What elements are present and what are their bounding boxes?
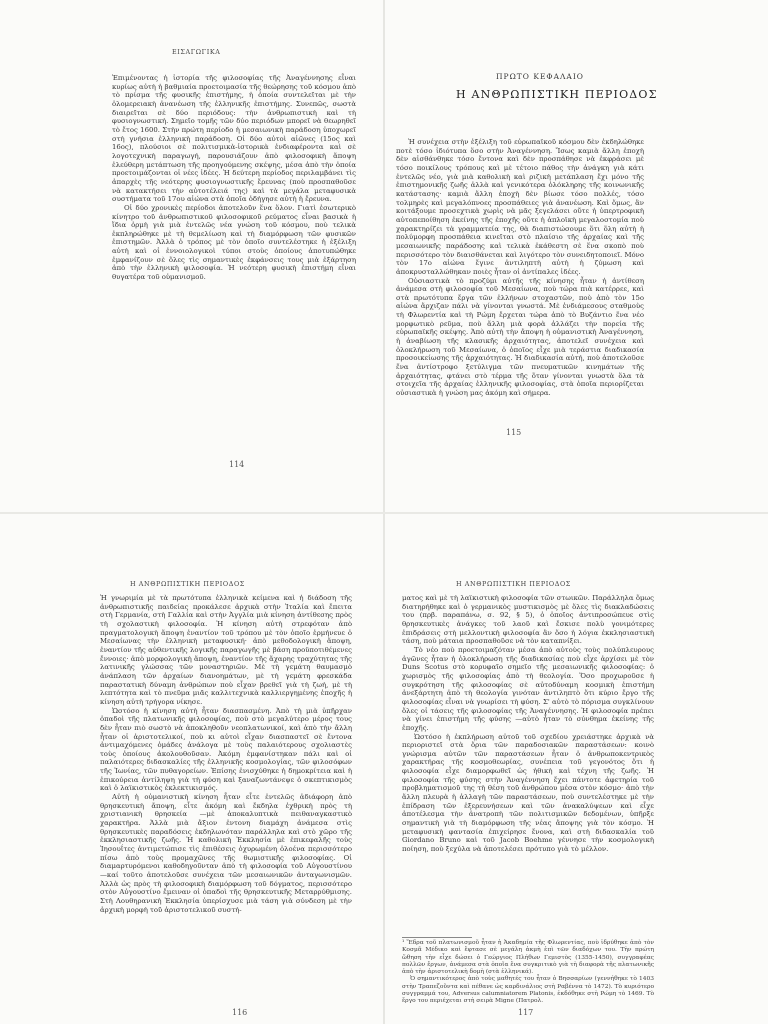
page-116 bbox=[0, 512, 384, 1024]
running-head: Η ΑΝΘΡΩΠΙΣΤΙΚΗ ΠΕΡΙΟΔΟΣ bbox=[130, 580, 245, 588]
chapter-label: ΠΡΩΤΟ ΚΕΦΑΛΑΙΟ bbox=[496, 72, 584, 81]
page-body bbox=[396, 138, 644, 442]
page-number: 115 bbox=[506, 428, 522, 437]
scan-separator bbox=[0, 512, 768, 514]
footnote-rule bbox=[402, 937, 472, 938]
page-body bbox=[402, 594, 654, 932]
page-body bbox=[112, 74, 356, 374]
paragraph: Οὐσιαστικὰ τὸ προζύμι αὐτῆς τῆς κίνησης ἦταν ἡ ἀντίθεση ἀνάμεσα στὴ φιλοσοφία τοῦ Μεσαίωνα, ποὺ τώρα πιὰ κατέρρεε, καὶ στὰ πρωτότυπα ἔργα τῶν ἑλλήνων στοχαστῶν, ποὺ ἀπὸ τὸν 15ο αἰώνα ἄρχιζαν πάλι νὰ γίνονται γνωστά. Μὲ ἐνδιάμεσους σταθμοὺς τὴ Φλωρεντία καὶ τὴ Ρώμη ἔρχεται τώρα ἀπὸ τὸ Βυζάντιο ἕνα νέο μορφωτικὸ ρεῦμα, ποὺ ἄλλη μιὰ φορὰ ἀλλάζει τὴν πορεία τῆς εὐρωπαϊκῆς σκέψης. Ἀπὸ αὐτὴ τὴν ἄποψη ἡ οὑμανιστικὴ Ἀναγέννηση, ἡ ἀναβίωση τῆς κλασικῆς ἀρχαιότητας, ἀποτελεῖ συνέχεια καὶ ὁλοκλήρωση τοῦ Μεσαίωνα, ὁ ὁποῖος εἶχε μιὰ τεράστια διαδικασία προσοικείωσης τῆς ἀρχαιότητας. Ἡ διαδικασία αὐτή, ποὺ ἀποτελοῦσε ἕνα ἀντίστροφο ξετύλιγμα τῶν πνευματικῶν κινημάτων τῆς ἀρχαιότητας, φτάνει στὸ τέρμα τῆς ὅταν γίνονται γνωστὰ ὅλα τὰ στοιχεῖα τῆς ἀρχαίας ἑλληνικῆς φιλοσοφίας, στὰ ὁποῖα περιορίζεται οὐσιαστικὰ ἡ γνώση μας ἀκόμη καὶ σήμερα. bbox=[396, 276, 644, 398]
page-117 bbox=[384, 512, 768, 1024]
footnotes bbox=[402, 940, 654, 1005]
page-number: 117 bbox=[518, 1008, 534, 1017]
page-number: 116 bbox=[232, 1008, 248, 1017]
running-head: ΕΙΣΑΓΩΓΙΚΑ bbox=[172, 48, 221, 56]
paragraph: Ἡ συνέχεια στὴν ἐξέλιξη τοῦ εὐρωπαϊκοῦ κόσμου δὲν ἐκδηλώθηκε ποτὲ τόσο ἰδιότυπα ὅσο στὴν Ἀναγέννηση. Ἴσως καμιὰ ἄλλη ἐποχὴ δὲν αἰσθάνθηκε τόσο ἔντονα καὶ δὲν προσπάθησε νὰ ἐκφράσει μὲ τόσο ποικίλους τρόπους καὶ μὲ τέτοιο πάθος τὴν ἀνάγκη γιὰ κάτι ἐντελῶς νέο, γιὰ μιὰ καθολικὴ καὶ ριζικὴ μετάπλαση ἔχι μόνο τῆς ἐπιστημονικῆς ζωῆς ἀλλὰ καὶ γενικότερα ὁλόκληρης τῆς κοινωνικῆς κατάστασης· καμιὰ ἄλλη ἐποχὴ δὲν βίωσε τόσο πολλές, τόσο τολμηρὲς καὶ μεγαλόπνοες προσπάθειες γιὰ ἀνανέωση. Καὶ ὅμως, ἂν κοιτάξουμε προσεχτικὰ χωρὶς νὰ μᾶς ξεγελάσει οὔτε ἡ ὑπερτροφικὴ αὐτοπεποίθηση ἐκείνης τῆς ἐποχῆς οὔτε ἡ ἀπλοϊκὴ μεγαλοστομία ποὺ χαρακτηρίζει τὰ γραμματεία της, θὰ διαπιστώσουμε ὅτι ὅλη αὐτὴ ἡ πολύμορφη προσπάθεια κινεῖται στὸ πλαίσιο τῆς ἀρχαίας καὶ τῆς μεσαιωνικῆς παράδοσης καὶ τελικὰ ἐκάθεστη σὲ ἕνα σκοπὸ ποὺ περισσότερο τὸν διαισθάνεται καὶ λιγότερο τὸν συνειδητοποιεῖ. Μόνο τὸν 17ο αἰώνα ἔγινε ἀντιληπτὴ αὐτὴ ἡ ζύμωση καὶ ἀποκρυσταλλώθηκαν ποιὲς ἦταν οἱ ἀντίπαλες ἰδέες. bbox=[396, 138, 644, 276]
page-body bbox=[100, 594, 352, 1004]
footnote: ¹ Ἕδρα τοῦ πλατωνισμοῦ ἦταν ἡ Ἀκαδημία τῆς Φλωρεντίας, ποὺ ἱδρύθηκε ἀπὸ τὸν Κοσμᾶ Μέδικο καὶ ἔφτασε σὲ μεγάλη ἀκμὴ ἐπὶ τῶν διαδόχων του. Τὴν πρώτη ὤθηση τὴν εἶχε δώσει ὁ Γεώργιος Πλήθων Γεμιστὸς (1355-1450), συγγραφέας πολλῶν ἔργων, ἀνάμεσα στὰ ὁποῖα ἕνα συγκριτικὸ γιὰ τὴ διαφορὰ τῆς πλατωνικῆς ἀπὸ τὴν ἀριστοτελικὴ δομὴ (στὰ ἑλληνικά). bbox=[402, 940, 654, 976]
paragraph: Ἡ γνωριμία μὲ τὰ πρωτότυπα ἑλληνικὰ κείμενα καὶ ἡ διάδοση τῆς ἀνθρωπιστικῆς παιδείας προκάλεσε ἀρχικὰ στὴν Ἰταλία καὶ ἔπειτα στὴ Γερμανία, στὴ Γαλλία καὶ στὴν Ἀγγλία μιὰ κίνηση ἀντίθεσης πρὸς τὴ σχολαστικὴ φιλοσοφία. Ἡ κίνηση αὐτὴ στρεφόταν ἀπὸ πραγματολογικὴ ἄποψη ἐναντίον τοῦ τρόπου μὲ τὸν ὁποῖο ἑρμήνευε ὁ Μεσαίωνας τὴν ἑλληνικὴ μεταφυσική· ἀπὸ μεθοδολογικὴ ἄποψη, ἐναντίον τῆς αὐθεντικῆς λογικῆς παραγωγῆς μὲ βάση προϋποτιθέμενες ἔννοιες· ἀπὸ μορφολογικὴ ἄποψη, ἐναντίον τῆς ἄχαρης τραχύτητας τῆς λατινικῆς γλώσσας τῶν μοναστηριῶν. Μὲ τὴ γεμάτη θαυμασμὸ ἀνάπλαση τῶν ἀρχαίων διανοημάτων, μὲ τὴ γεμάτη φρεσκάδα παραστατικὴ δύναμη ἀνθρώπων ποὺ εἶχαν βρεθεῖ γιὰ τὴ ζωή, μὲ τὴ λεπτότητα καὶ τὸ πνεῦμα μιᾶς καλλιτεχνικὰ καλλιεργημένης ἐποχῆς ἡ κίνηση αὐτὴ τρήγορα νίκησε. bbox=[100, 594, 352, 706]
paragraph: Ὡστόσο ἡ ἐκπλήρωση αὐτοῦ τοῦ σχεδίου χρειάστηκε ἀρχικὰ νὰ περιοριστεῖ στὰ ὅρια τῶν παραδοσιακῶν παραστάσεων: κοινὸ γνώρισμα αὐτῶν τῶν παραστάσεων ἦταν ὁ ἀνθρωποκεντρικὸς χαρακτήρας τῆς κοσμοθεωρίας, συνέπεια τοῦ γεγονότος ὅτι ἡ φιλοσοφία εἶχε διαμορφωθεῖ ὡς ἠθικὴ καὶ τέχνη τῆς ζωῆς. Ἡ φιλοσοφία τῆς φύσης στὴν Ἀναγέννηση ἔχει πάντοτε ἀφετηρία τοῦ προβληματισμοῦ της τὴ θέση τοῦ ἀνθρώπου μέσα στὸν κόσμο· ἀπὸ τὴν ἄλλη πλευρὰ ἡ ἀλλαγὴ τῶν παραστάσεων, ποὺ συντελέστηκε μὲ τὴν ἐπίδραση τῶν ἐξερευνήσεων καὶ τῶν ἀνακαλύψεων καὶ εἶχε ἀποτέλεσμα τὴν ἀνατροπὴ τῶν πολιτισμικῶν δεδομένων, ὑπῆρξε σημαντικὴ γιὰ τὴ διαμόρφωση τῆς νέας ἄποψης γιὰ τὸν κόσμο. Ἡ μεταφυσικὴ φαντασία ἐπιχείρησε ἔνονα, καὶ στὴ διδασκαλία τοῦ Giordano Bruno καὶ τοῦ Jacob Boehme γέννησε τὴν κοσμολογικὴ ποίηση, ποὺ ξεχύλα νὰ ἀποτελέσει πρότυπο γιὰ τὸ μέλλον. bbox=[402, 732, 654, 854]
paragraph: Ἐπιμένοντας ἡ ἱστορία τῆς φιλοσοφίας τῆς Ἀναγέννησης εἶναι κυρίως αὐτὴ ἡ βαθμιαία προετοιμασία τῆς θεώρησης τοῦ κόσμου ἀπὸ τὸ πρίσμα τῆς φυσικῆς ἐπιστήμης, ἡ ὁποία συντελεῖται μὲ τὴν ὁλομερειακὴ ἀνανέωση τῆς ἑλληνικῆς ἐπιστήμης. Συνεπῶς, σωστὰ διαιρεῖται σὲ δύο περιόδους: τὴν ἀνθρωπιστικὴ καὶ τὴ φυσιογνωστική. Σημεῖο τομῆς τῶν δύο περιόδων μπορεῖ νὰ θεωρηθεῖ τὸ ἔτος 1600. Στὴν πρώτη περίοδο ἡ μεσαιωνικὴ παράδοση ὑποχωρεῖ στὴ γνήσια ἑλληνικὴ παράδοση. Οἱ δύο αὐτοὶ αἰῶνες (15ος καὶ 16ος), πλούσιοι σὲ πολιτισμικὰ-ἱστορικὰ ἐνδιαφέροντα καὶ σὲ λογοτεχνικὴ παραγωγή, παρουσιάζουν ἀπὸ φιλοσοφικὴ ἄποψη ἐλεύθερη μετάπτωση τῆς προηγούμενης σκέψης, μέσα ἀπὸ τὴν ὁποία προετοιμάζονται οἱ νέες ἰδέες. Ἡ δεύτερη περίοδος περιλαμβάνει τὶς ἀπαρχὲς τῆς νεότερης φυσιογνωστικῆς ἔρευνας (ποὺ προσπαθοῦσε νὰ κατακτήσει τὴν αὐτοτέλειά της) καὶ τὰ μεγάλα μεταφυσικὰ συστήματα τοῦ 17ου αἰώνα στὰ ὁποῖα ὁδήγησε αὐτὴ ἡ ἔρευνα. bbox=[112, 74, 356, 204]
paragraph: Τὸ νέο ποὺ προετοιμαζόταν μέσα ἀπὸ αὐτοὺς τοὺς πολύπλευρους ἀγῶνες ἦταν ἡ ὁλοκλήρωση τῆς διαδικασίας ποὺ εἶχε ἀρχίσει μὲ τὸν Duns Scotus στὸ κορυφαῖο σημεῖο τῆς μεσαιωνικῆς φιλοσοφίας: ὁ χωρισμὸς τῆς φιλοσοφίας ἀπὸ τὴ θεολογία. Ὅσο προχωροῦσε ἡ συγκρότηση τῆς φιλοσοφίας σὲ αὐτοδύναμη κοσμικὴ ἐπιστήμη ἀνεξάρτητη ἀπὸ τὴ θεολογία γινόταν ἀντιληπτὸ ὅτι κύριο ἔργο τῆς φιλοσοφίας εἶναι νὰ γνωρίσει τὴ φύση. Σ' αὐτὸ τὸ πόρισμα συγκλίνουν ὅλες οἱ τάσεις τῆς φιλοσοφίας τῆς Ἀναγέννησης. Ἡ φιλοσοφία πρέπει νὰ γίνει ἐπιστήμη τῆς φύσης —αὐτὸ ἦταν τὸ σύνθημα ἐκείνης τῆς ἐποχῆς. bbox=[402, 645, 654, 732]
chapter-title: Η ΑΝΘΡΩΠΙΣΤΙΚΗ ΠΕΡΙΟΔΟΣ bbox=[456, 88, 658, 101]
paragraph: Ὡστόσο ἡ κίνηση αὐτὴ ἦταν διασπασμένη. Ἀπὸ τὴ μιὰ ὑπῆρχαν ὀπαδοὶ τῆς πλατωνικῆς φιλοσοφίας, ποὺ στὸ μεγαλύτερο μέρος τους δὲν ἦταν πιὸ σωστὸ νὰ ἀποκληθοῦν νεοπλατωνικοί, καὶ ἀπὸ τὴν ἄλλη ἦταν οἱ ἀριστοτελικοί, ποὺ κι αὐτοὶ εἶχαν διασπαστεῖ σὲ ἔντονα ἀντιμαχόμενες ὁμάδες ἀνάλογα μὲ τοὺς παλαιότερους σχολιαστὲς τοὺς ὁποίους ἀκολουθοῦσαν. Ἀκόμη ἐμφανίστηκαν πάλι καὶ οἱ παλαιότερες διδασκαλίες τῆς ἑλληνικῆς κοσμολογίας, τῶν φιλοσόφων τῆς Ἰωνίας, τῶν πυθαγορείων. Ἐπίσης ἐνισχύθηκε ἡ δημοκρίτεια καὶ ἡ ἐπικούρεια ἀντίληψη γιὰ τὴ φύση καὶ ξαναζωντάνεψε ὁ σκεπτικισμὸς καὶ ὁ λαϊκιστικὸς ἐκλεκτικισμός. bbox=[100, 706, 352, 793]
paragraph: Αὐτὴ ἡ οὑμανιστικὴ κίνηση ἦταν εἶτε ἐντελῶς ἀδιάφορη ἀπὸ θρησκευτικὴ ἄποψη, εἶτε ἀκόμη καὶ ἔκδηλα ἐχθρικὴ πρὸς τὴ χριστιανικὴ θρησκεία —μὲ ἀποκαλυπτικὰ πειθαναγκαστικὸ χαρακτήρα. Ἀλλὰ μιὰ ἄξιον ἐντονη διαμάχη ἀνάμεσα στὶς θρησκευτικὲς παραδόσεις ἐκδηλωνόταν παράλληλα καὶ στὸ χῶρο τῆς ἐκκλησιαστικῆς ζωῆς. Ἡ καθολικὴ Ἐκκλησία μὲ ἐπικεφαλῆς τοὺς Ἰησουΐτες ἀντιμετώπισε τὶς ἐπιθέσεις ὀχυρωμένη ὁλοένα περισσότερο πίσω ἀπὸ τοὺς προμαχῶνες τῆς θωμιστικῆς φιλοσοφίας. Οἱ διαμαρτυρόμενοι καθοδηγοῦνταν ἀπὸ τὴ φιλοσοφία τοῦ Αὐγουστίνου —καί τοῦτο ἀποτελοῦσε συνέχεια τῶν μεσαιωνικῶν ἀνταγωνισμῶν. Ἀλλὰ ὡς πρὸς τὴ φιλοσοφικὴ διαμόρφωση τοῦ δόγματος, περισσότερο στὸν Αὐγουστίνο ἔμειναν οἱ ὀπαδοὶ τῆς θρησκευτικῆς Μεταρρύθμισης. Στὴ Λουθηρανικὴ Ἐκκλησία ὑπερίσχυσε μιὰ τάση γιὰ σύνδεση μὲ τὴν ἀρχικὴ μορφὴ τοῦ ἀριστοτελικοῦ συστή- bbox=[100, 793, 352, 914]
footnote: Ὁ σημαντικότερος ἀπὸ τοὺς μαθητές του ἦταν ὁ Βησσαρίων (γεννήθηκε τὸ 1403 στὴν Τραπεζοῦντα καὶ πέθανε ὡς καρδινάλιος στὴ Ραβέννα τὸ 1472). Τὸ κυριότερο συγγραμμά του, Adversus calumniatorem Platonis, ἐκδόθηκε στὴ Ρώμη τὸ 1469. Τὸ ἔργο του περιέχεται στὴ σειρὰ Migne (Πατρολ. bbox=[402, 976, 654, 1005]
paragraph: Οἱ δύο χρονικὲς περίοδοι ἀποτελοῦν ἕνα ὅλον. Γιατὶ ἐσωτερικὸ κίνητρο τοῦ ἀνθρωπιστικοῦ φιλοσοφικοῦ ρεύματος εἶναι βασικὰ ἡ ἴδια ὁρμὴ γιὰ μιὰ ἐντελῶς νέα γνώση τοῦ κόσμου, ποὺ τελικὰ ἐκπληρώθηκε μὲ τὴ θεμελίωση καὶ τὴ διαμόρφωση τῶν φυσικῶν ἐπιστημῶν. Ἀλλὰ ὁ τρόπος μὲ τὸν ὁποῖο συντελέστηκε ἡ ἐξέλιξη αὐτὴ καὶ οἱ ἐννοιολογικοὶ τύποι στοὺς ὁποίους ἀποτυπώθηκε ἐμφανίζουν σὲ ὅλες τὶς σημαντικὲς ἐκφάνσεις τους μιὰ ἐξάρτηση ἀπὸ τὴν ἑλληνικὴ φιλοσοφία. Ἡ νεότερη φυσικὴ ἐπιστήμη εἶναι θυγατέρα τοῦ οὑμανισμοῦ. bbox=[112, 203, 356, 282]
page-number: 114 bbox=[229, 460, 245, 469]
page-115 bbox=[384, 0, 768, 512]
page-114 bbox=[0, 0, 384, 512]
running-head: Η ΑΝΘΡΩΠΙΣΤΙΚΗ ΠΕΡΙΟΔΟΣ bbox=[456, 580, 571, 588]
paragraph: ματος καὶ μὲ τὴ λαϊκιστικὴ φιλοσοφία τῶν στωικῶν. Παράλληλα ὅμως διατηρήθηκε καὶ ὁ γερμανικὸς μυστικισμὸς μὲ ὅλες τὶς διακλαδώσεις του (πρβ. παραπάνω, σ. 92, § 5), ὁ ὁποῖος ἀντιπροσώπευε στὶς θρησκευτικὲς ἀνάγκες τοῦ λαοῦ καὶ ἔσκισε πολὺ γονιμότερες ἐπιδράσεις στὴ μελλοντικὴ φιλοσοφία ἂν ὅσο ἡ λόγια ἐκκλησιαστικὴ τάση, ποὺ μάταια προσπαθοῦσε νὰ τὸν καταπνίξει. bbox=[402, 594, 654, 646]
